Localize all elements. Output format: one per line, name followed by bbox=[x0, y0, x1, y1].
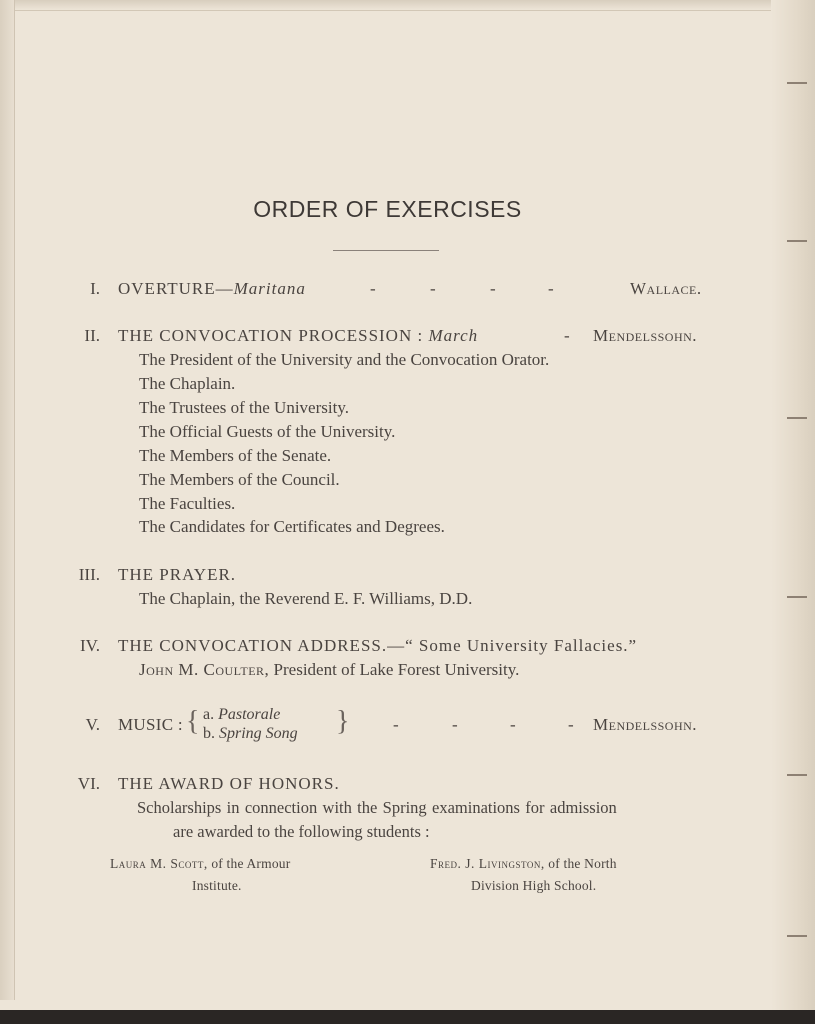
procession-line: The Members of the Senate. bbox=[139, 446, 332, 465]
section-numeral: II. bbox=[84, 326, 100, 345]
student-name: Laura M. Scott, bbox=[110, 856, 208, 871]
work-title: March bbox=[428, 326, 479, 345]
page-title: ORDER OF EXERCISES bbox=[253, 196, 522, 222]
item-label: a. bbox=[203, 706, 215, 723]
music-item bbox=[203, 706, 280, 724]
composer: Mendelssohn. bbox=[593, 326, 698, 345]
margin-mark bbox=[787, 935, 807, 937]
procession-line: The President of the University and the Convocation Orator. bbox=[139, 350, 550, 369]
leader-dash: - bbox=[430, 279, 436, 298]
composer: Wallace. bbox=[630, 279, 702, 298]
section-heading bbox=[118, 326, 478, 346]
procession-line: The Members of the Council. bbox=[139, 470, 340, 489]
speaker-line bbox=[139, 660, 519, 680]
prayer-line: The Chaplain, the Reverend E. F. Williams, D.D. bbox=[139, 589, 473, 608]
section-numeral: III. bbox=[78, 565, 100, 584]
student-entry bbox=[430, 856, 617, 872]
page-bottom-shadow bbox=[0, 1010, 815, 1024]
heading-text: OVERTURE— bbox=[118, 279, 234, 298]
section-numeral: V. bbox=[85, 715, 100, 734]
leader-dash: - bbox=[370, 279, 376, 298]
margin-mark bbox=[787, 596, 807, 598]
item-label: b. bbox=[203, 725, 215, 742]
honors-text: are awarded to the following students : bbox=[173, 822, 430, 841]
music-item bbox=[203, 725, 298, 743]
page-right-edge bbox=[771, 0, 815, 1010]
margin-mark bbox=[787, 82, 807, 84]
leader-dash: - bbox=[490, 279, 496, 298]
left-brace: { bbox=[186, 706, 200, 737]
leader-dash: - bbox=[564, 326, 570, 345]
speaker-title: President of Lake Forest University. bbox=[269, 660, 520, 679]
speaker-name: John M. Coulter, bbox=[139, 660, 270, 679]
procession-line: The Faculties. bbox=[139, 494, 236, 513]
page-top-edge bbox=[0, 0, 815, 11]
procession-line: The Candidates for Certificates and Degrees. bbox=[139, 517, 445, 536]
procession-line: The Trustees of the University. bbox=[139, 398, 349, 417]
student-entry bbox=[110, 856, 290, 872]
work-title: Maritana bbox=[233, 279, 306, 298]
title-rule bbox=[333, 250, 439, 251]
margin-mark bbox=[787, 417, 807, 419]
composer: Mendelssohn. bbox=[593, 715, 698, 734]
work-title: Pastorale bbox=[218, 706, 281, 723]
section-heading: THE PRAYER. bbox=[118, 565, 237, 584]
student-affiliation-line2: Division High School. bbox=[471, 878, 597, 893]
student-name: Fred. J. Livingston, bbox=[430, 856, 545, 871]
procession-line: The Official Guests of the University. bbox=[139, 422, 396, 441]
page-left-edge bbox=[0, 0, 15, 1000]
honors-text: Scholarships in connection with the Spring examinations for admission bbox=[137, 798, 617, 817]
leader-dash: - bbox=[510, 715, 516, 734]
student-affiliation-line2: Institute. bbox=[192, 878, 242, 893]
leader-dash: - bbox=[452, 715, 458, 734]
section-numeral: IV. bbox=[80, 636, 100, 655]
section-heading: MUSIC : bbox=[118, 715, 183, 734]
student-affiliation: of the Armour bbox=[207, 856, 291, 871]
section-heading: THE CONVOCATION ADDRESS.—“ Some University Fallacies.” bbox=[118, 636, 638, 655]
margin-mark bbox=[787, 774, 807, 776]
section-numeral: VI. bbox=[77, 774, 100, 793]
procession-line: The Chaplain. bbox=[139, 374, 236, 393]
section-numeral: I. bbox=[90, 279, 100, 298]
heading-text: THE CONVOCATION PROCESSION : bbox=[118, 326, 424, 345]
student-affiliation: of the North bbox=[544, 856, 617, 871]
margin-mark bbox=[787, 240, 807, 242]
right-brace: } bbox=[336, 706, 350, 737]
leader-dash: - bbox=[568, 715, 574, 734]
leader-dash: - bbox=[393, 715, 399, 734]
work-title: Spring Song bbox=[219, 725, 298, 742]
section-heading: THE AWARD OF HONORS. bbox=[118, 774, 340, 793]
leader-dash: - bbox=[548, 279, 554, 298]
section-heading bbox=[118, 279, 306, 299]
